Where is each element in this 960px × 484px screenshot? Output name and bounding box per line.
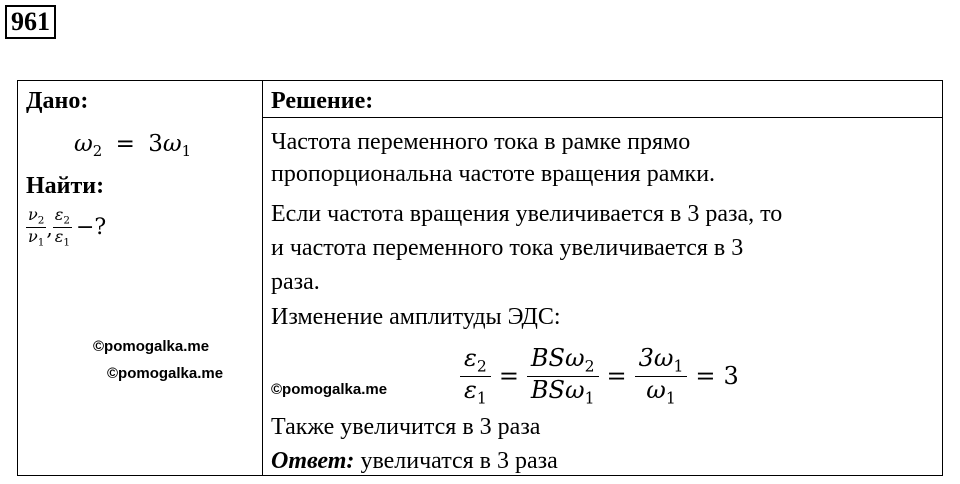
emf-num-sub: 2 [476, 357, 487, 376]
find-nu-den-sub: 1 [37, 236, 45, 249]
emf-den: ε [464, 375, 477, 404]
emf-num: ε [464, 344, 477, 372]
given-rhs-coef: 3 [148, 131, 163, 157]
emf-ratio-equation [460, 345, 739, 407]
find-eps-den: ε [54, 227, 64, 247]
find-eps-num-sub: 2 [63, 214, 70, 227]
watermark: ©pomogalka.me [107, 365, 224, 382]
find-eps-den-sub: 1 [63, 236, 70, 249]
given-eq-sign: = [115, 131, 135, 157]
given-equation [74, 131, 191, 160]
given-rhs-var: ω [162, 131, 182, 157]
find-expression [26, 206, 106, 249]
watermark: ©pomogalka.me [93, 338, 210, 355]
find-fraction-nu [26, 206, 46, 249]
header-divider [262, 117, 943, 118]
omega-num: 3ω [638, 344, 674, 372]
emf-fraction [460, 345, 491, 407]
find-fraction-eps [53, 206, 72, 249]
bs-num-sub: 2 [584, 357, 595, 376]
column-divider [262, 80, 263, 476]
find-nu-num-sub: 2 [37, 214, 45, 227]
omega-den: ω [646, 375, 666, 404]
bs-omega-fraction [527, 345, 599, 407]
bs-den-sub: 1 [584, 389, 595, 408]
omega-num-sub: 1 [673, 357, 684, 376]
solution-line: пропорциональна частоте вращения рамки. [271, 161, 716, 187]
find-nu-num: ν [28, 205, 38, 224]
find-eps-num: ε [54, 205, 64, 224]
equals-sign: = [606, 362, 627, 391]
equation-result: 3 [723, 362, 739, 391]
watermark: ©pomogalka.me [271, 381, 388, 398]
given-lhs-sub: 2 [92, 142, 103, 161]
answer-label: Ответ: [271, 448, 355, 474]
problem-number: 961 [5, 5, 56, 39]
find-suffix: −? [75, 215, 107, 241]
find-nu-den: ν [28, 227, 38, 247]
bs-den: BSω [530, 375, 585, 404]
solution-line: раза. [271, 269, 320, 295]
omega-den-sub: 1 [665, 389, 676, 408]
emf-den-sub: 1 [476, 389, 487, 408]
omega-fraction [635, 345, 688, 407]
bs-num: BSω [530, 344, 585, 372]
equals-sign: = [695, 362, 716, 391]
answer-line [271, 447, 558, 475]
equals-sign: = [498, 362, 519, 391]
given-lhs-var: ω [74, 131, 93, 157]
answer-text: увеличатся в 3 раза [354, 448, 558, 474]
solution-line: Если частота вращения увеличивается в 3 раза, то [271, 201, 783, 227]
solution-line: Частота переменного тока в рамке прямо [271, 129, 691, 155]
find-separator: , [46, 215, 53, 240]
solution-heading: Решение: [271, 88, 374, 114]
given-rhs-sub: 1 [181, 142, 192, 161]
find-heading: Найти: [26, 173, 105, 199]
given-heading: Дано: [26, 88, 89, 114]
solution-conclusion: Также увеличится в 3 раза [271, 414, 541, 440]
solution-line: Изменение амплитуды ЭДС: [271, 304, 561, 330]
solution-line: и частота переменного тока увеличивается в 3 [271, 235, 744, 261]
